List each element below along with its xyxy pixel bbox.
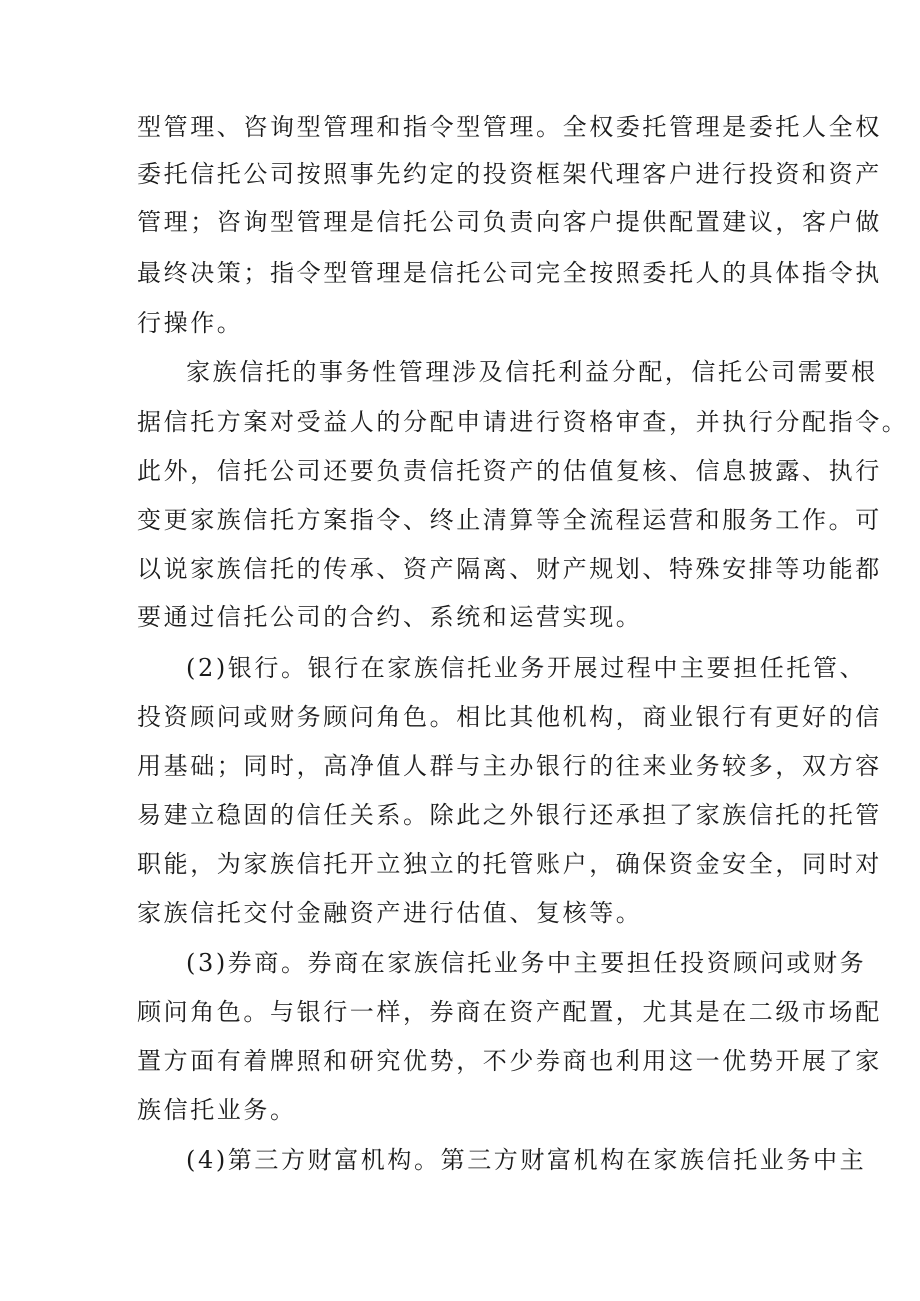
text-line: (2)银行。银行在家族信托业务开展过程中主要担任托管、 [186,654,867,682]
text-line: 顾问角色。与银行一样，券商在资产配置，尤其是在二级市场配 [137,998,882,1026]
text-line: (3)券商。券商在家族信托业务中主要担任投资顾问或财务 [186,949,867,977]
text-line: 易建立稳固的信任关系。除此之外银行还承担了家族信托的托管 [137,801,882,829]
text-line: 族信托业务。 [137,1096,297,1124]
text-line: (4)第三方财富机构。第三方财富机构在家族信托业务中主 [186,1146,867,1174]
text-line: 家族信托的事务性管理涉及信托利益分配，信托公司需要根 [186,358,878,386]
text-line: 以说家族信托的传承、资产隔离、财产规划、特殊安排等功能都 [137,555,882,583]
text-line: 家族信托交付金融资产进行估值、复核等。 [137,899,643,927]
text-line: 型管理、咨询型管理和指令型管理。全权委托管理是委托人全权 [137,113,882,141]
text-line: 管理；咨询型管理是信托公司负责向客户提供配置建议，客户做 [137,208,882,236]
text-line: 委托信托公司按照事先约定的投资框架代理客户进行投资和资产 [137,160,882,188]
text-line: 最终决策；指令型管理是信托公司完全按照委托人的具体指令执 [137,259,882,287]
text-line: 投资顾问或财务顾问角色。相比其他机构，商业银行有更好的信 [137,703,882,731]
text-line: 要通过信托公司的合约、系统和运营实现。 [137,603,643,631]
text-line: 此外，信托公司还要负责信托资产的估值复核、信息披露、执行 [137,457,882,485]
text-line: 行操作。 [137,309,244,337]
text-line: 置方面有着牌照和研究优势，不少券商也利用这一优势开展了家 [137,1047,882,1075]
text-line: 用基础；同时，高净值人群与主办银行的往来业务较多，双方容 [137,752,882,780]
text-line: 变更家族信托方案指令、终止清算等全流程运营和服务工作。可 [137,506,882,534]
text-line: 据信托方案对受益人的分配申请进行资格审查，并执行分配指令。 [137,408,909,436]
text-line: 职能，为家族信托开立独立的托管账户，确保资金安全，同时对 [137,850,882,878]
